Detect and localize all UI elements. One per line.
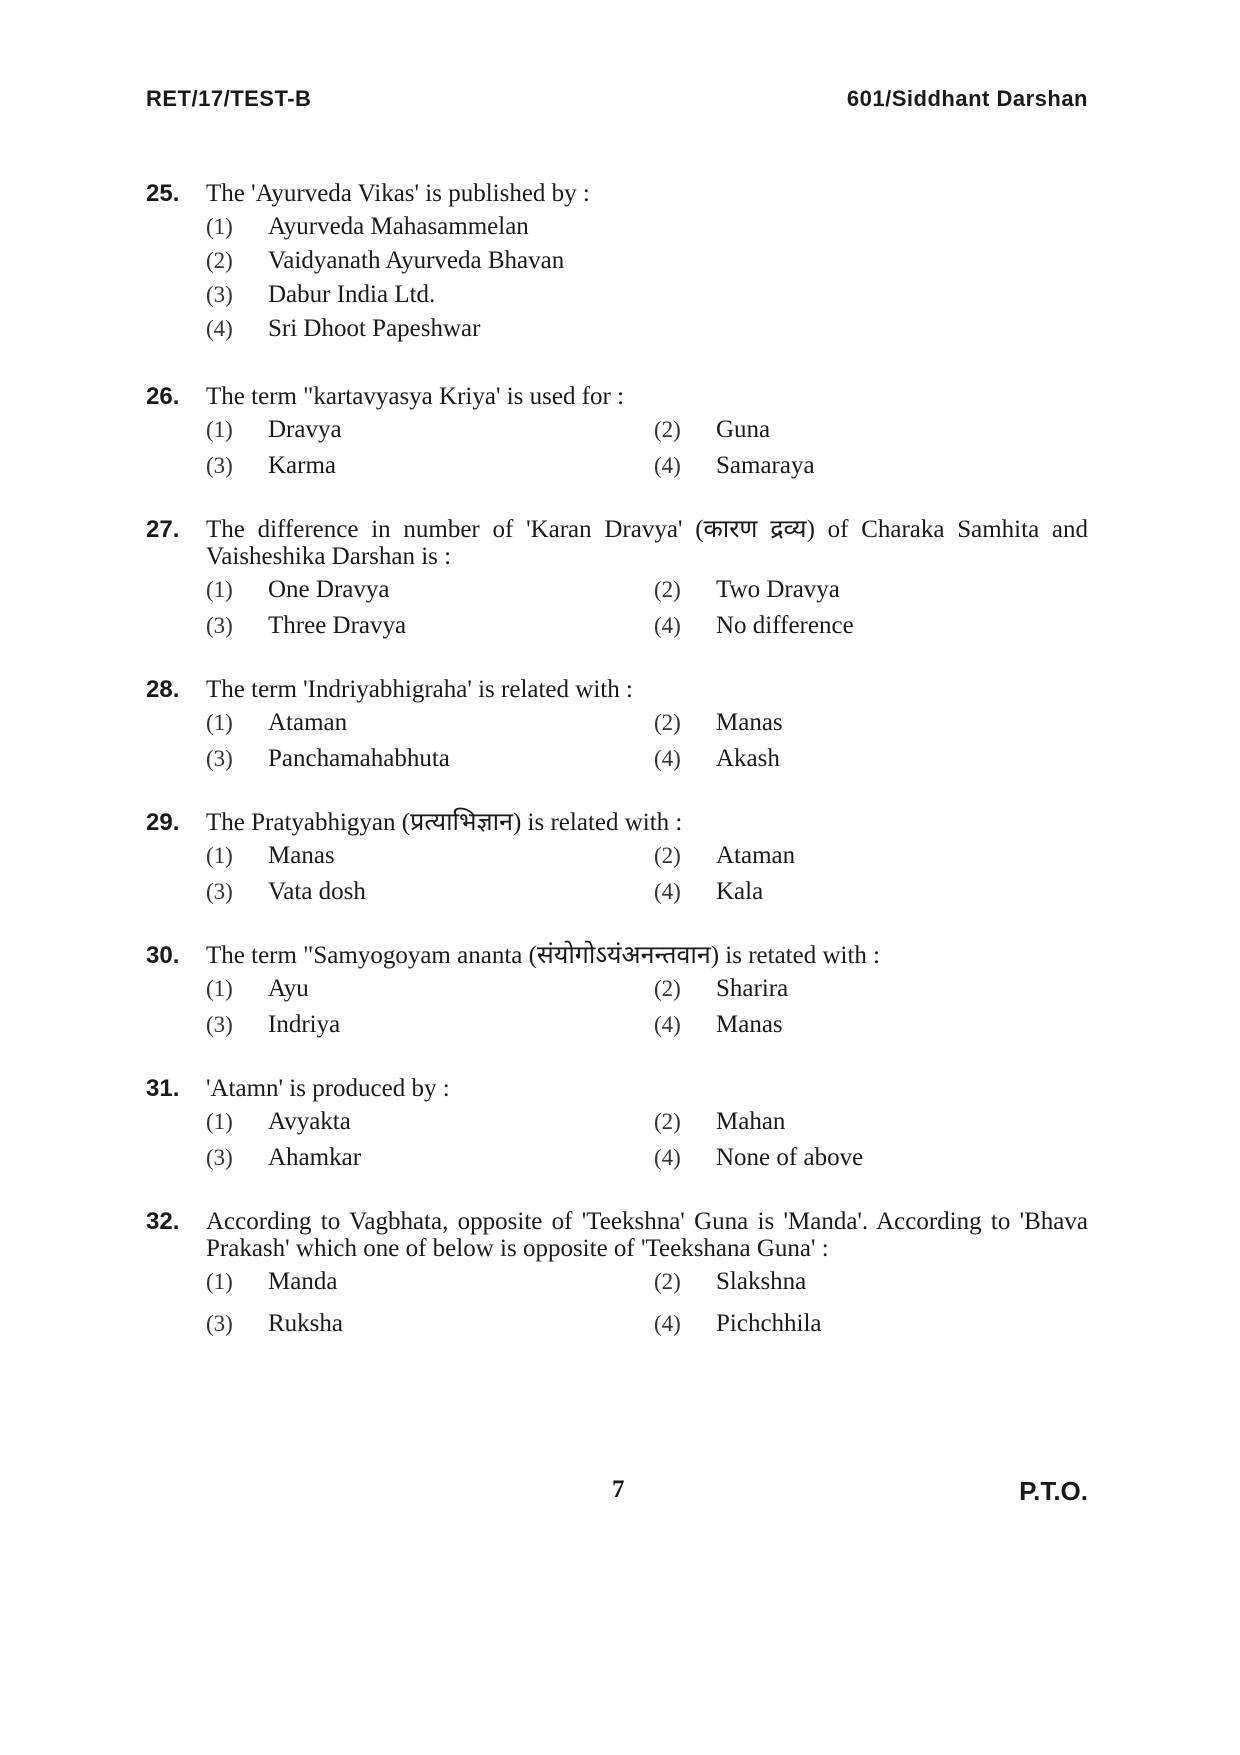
option-number: (1) xyxy=(206,417,233,442)
option-number: (1) xyxy=(206,577,233,602)
option-text: Two Dravya xyxy=(716,576,840,603)
option-2[interactable] xyxy=(654,576,1088,606)
option-number: (1) xyxy=(206,214,233,239)
question-number: 25. xyxy=(146,180,180,207)
option-text: Samaraya xyxy=(716,452,815,479)
option-number: (3) xyxy=(206,613,233,638)
option-2[interactable] xyxy=(206,247,1088,281)
question-number: 27. xyxy=(146,516,180,543)
option-text: Manda xyxy=(268,1268,338,1295)
page-header xyxy=(146,86,1088,112)
options-list xyxy=(206,1268,1088,1340)
option-text: Akash xyxy=(716,745,780,772)
option-number: (4) xyxy=(654,1311,681,1336)
option-text: Sri Dhoot Papeshwar xyxy=(268,315,481,342)
question-number: 31. xyxy=(146,1075,180,1102)
option-number: (3) xyxy=(206,1145,233,1170)
option-3[interactable] xyxy=(206,745,654,775)
option-number: (4) xyxy=(206,316,233,341)
option-number: (4) xyxy=(654,453,681,478)
option-text: Slakshna xyxy=(716,1268,807,1295)
question-text: The term 'Indriyabhigraha' is related with : xyxy=(206,676,633,703)
option-1[interactable] xyxy=(206,1268,654,1298)
question-29 xyxy=(146,809,1088,908)
option-text: Sharira xyxy=(716,975,789,1002)
question-text: According to Vagbhata, opposite of 'Teekshna' Guna is 'Manda'. According to 'Bhava Prakash' which one of below is opposite of 'Teekshana Guna' : xyxy=(206,1208,1088,1262)
option-1[interactable] xyxy=(206,842,654,872)
options-list xyxy=(206,1108,1088,1174)
question-number: 32. xyxy=(146,1208,180,1235)
option-text: Ayurveda Mahasammelan xyxy=(268,213,529,240)
option-text: Indriya xyxy=(268,1011,341,1038)
question-31 xyxy=(146,1075,1088,1174)
option-4[interactable] xyxy=(654,1310,1088,1340)
option-text: Guna xyxy=(716,416,771,443)
option-text: Manas xyxy=(716,709,783,736)
question-text: The difference in number of 'Karan Dravya' (कारण द्रव्य) of Charaka Samhita and Vaisheshika Darshan is : xyxy=(206,516,1088,570)
options-list xyxy=(206,975,1088,1041)
test-code: RET/17/TEST-B xyxy=(146,86,312,111)
option-number: (1) xyxy=(206,1109,233,1134)
question-text: The Pratyabhigyan (प्रत्याभिज्ञान) is related with : xyxy=(206,809,683,836)
question-text: 'Atamn' is produced by : xyxy=(206,1075,450,1102)
option-number: (1) xyxy=(206,976,233,1001)
option-text: Karma xyxy=(268,452,337,479)
option-3[interactable] xyxy=(206,612,654,642)
option-1[interactable] xyxy=(206,709,654,739)
option-text: Panchamahabhuta xyxy=(268,745,450,772)
option-number: (3) xyxy=(206,879,233,904)
paper-title: 601/Siddhant Darshan xyxy=(846,86,1088,111)
please-turn-over: P.T.O. xyxy=(1019,1476,1088,1506)
option-3[interactable] xyxy=(206,452,654,482)
question-28 xyxy=(146,676,1088,775)
option-number: (2) xyxy=(654,417,681,442)
option-number: (2) xyxy=(206,248,233,273)
question-list xyxy=(146,180,1088,1374)
option-number: (4) xyxy=(654,1145,681,1170)
option-3[interactable] xyxy=(206,1310,654,1340)
option-3[interactable] xyxy=(206,281,1088,315)
question-26 xyxy=(146,383,1088,482)
question-number: 28. xyxy=(146,676,180,703)
option-2[interactable] xyxy=(654,1108,1088,1138)
options-list xyxy=(206,709,1088,775)
option-text: Vata dosh xyxy=(268,878,366,905)
options-list xyxy=(206,213,1088,349)
question-text: The term "Samyogoyam ananta (संयोगोऽयंअनन्तवान) is retated with : xyxy=(206,942,881,969)
options-list xyxy=(206,576,1088,642)
option-4[interactable] xyxy=(654,452,1088,482)
question-25 xyxy=(146,180,1088,349)
option-text: Manas xyxy=(268,842,335,869)
option-1[interactable] xyxy=(206,975,654,1005)
option-text: Ayu xyxy=(268,975,309,1002)
option-1[interactable] xyxy=(206,1108,654,1138)
option-number: (1) xyxy=(206,1269,233,1294)
option-number: (2) xyxy=(654,1109,681,1134)
option-number: (1) xyxy=(206,710,233,735)
option-2[interactable] xyxy=(654,842,1088,872)
option-number: (3) xyxy=(206,746,233,771)
option-number: (4) xyxy=(654,1012,681,1037)
option-text: Three Dravya xyxy=(268,612,407,639)
question-number: 26. xyxy=(146,383,180,410)
option-2[interactable] xyxy=(654,709,1088,739)
option-4[interactable] xyxy=(206,315,1088,349)
option-text: Pichchhila xyxy=(716,1310,822,1337)
page-footer xyxy=(146,1476,1088,1516)
option-1[interactable] xyxy=(206,576,654,606)
option-number: (2) xyxy=(654,710,681,735)
option-text: No difference xyxy=(716,612,854,639)
option-3[interactable] xyxy=(206,878,654,908)
option-2[interactable] xyxy=(654,416,1088,446)
option-text: Manas xyxy=(716,1011,783,1038)
option-1[interactable] xyxy=(206,416,654,446)
option-text: Vaidyanath Ayurveda Bhavan xyxy=(268,247,565,274)
option-4[interactable] xyxy=(654,612,1088,642)
question-30 xyxy=(146,942,1088,1041)
option-number: (4) xyxy=(654,746,681,771)
question-27 xyxy=(146,516,1088,642)
option-number: (3) xyxy=(206,453,233,478)
option-number: (2) xyxy=(654,976,681,1001)
question-number: 29. xyxy=(146,809,180,836)
option-2[interactable] xyxy=(654,1268,1088,1298)
option-number: (3) xyxy=(206,1012,233,1037)
question-number: 30. xyxy=(146,942,180,969)
options-list xyxy=(206,842,1088,908)
option-text: Dabur India Ltd. xyxy=(268,281,436,308)
question-text: The term "kartavyasya Kriya' is used for : xyxy=(206,383,625,410)
option-text: One Dravya xyxy=(268,576,390,603)
option-4[interactable] xyxy=(654,1144,1088,1174)
option-text: Ataman xyxy=(268,709,348,736)
option-2[interactable] xyxy=(654,975,1088,1005)
option-3[interactable] xyxy=(206,1144,654,1174)
page-number: 7 xyxy=(612,1476,625,1503)
option-number: (3) xyxy=(206,282,233,307)
option-text: None of above xyxy=(716,1144,864,1171)
option-number: (3) xyxy=(206,1311,233,1336)
option-text: Avyakta xyxy=(268,1108,351,1135)
option-text: Kala xyxy=(716,878,764,905)
option-text: Dravya xyxy=(268,416,342,443)
option-text: Ahamkar xyxy=(268,1144,362,1171)
option-4[interactable] xyxy=(654,878,1088,908)
option-1[interactable] xyxy=(206,213,1088,247)
option-number: (4) xyxy=(654,879,681,904)
option-text: Ataman xyxy=(716,842,796,869)
option-4[interactable] xyxy=(654,1011,1088,1041)
option-3[interactable] xyxy=(206,1011,654,1041)
option-text: Ruksha xyxy=(268,1310,343,1337)
options-list xyxy=(206,416,1088,482)
option-number: (2) xyxy=(654,843,681,868)
option-number: (2) xyxy=(654,1269,681,1294)
option-4[interactable] xyxy=(654,745,1088,775)
option-number: (2) xyxy=(654,577,681,602)
question-32 xyxy=(146,1208,1088,1340)
option-number: (1) xyxy=(206,843,233,868)
option-text: Mahan xyxy=(716,1108,786,1135)
option-number: (4) xyxy=(654,613,681,638)
question-text: The 'Ayurveda Vikas' is published by : xyxy=(206,180,590,207)
